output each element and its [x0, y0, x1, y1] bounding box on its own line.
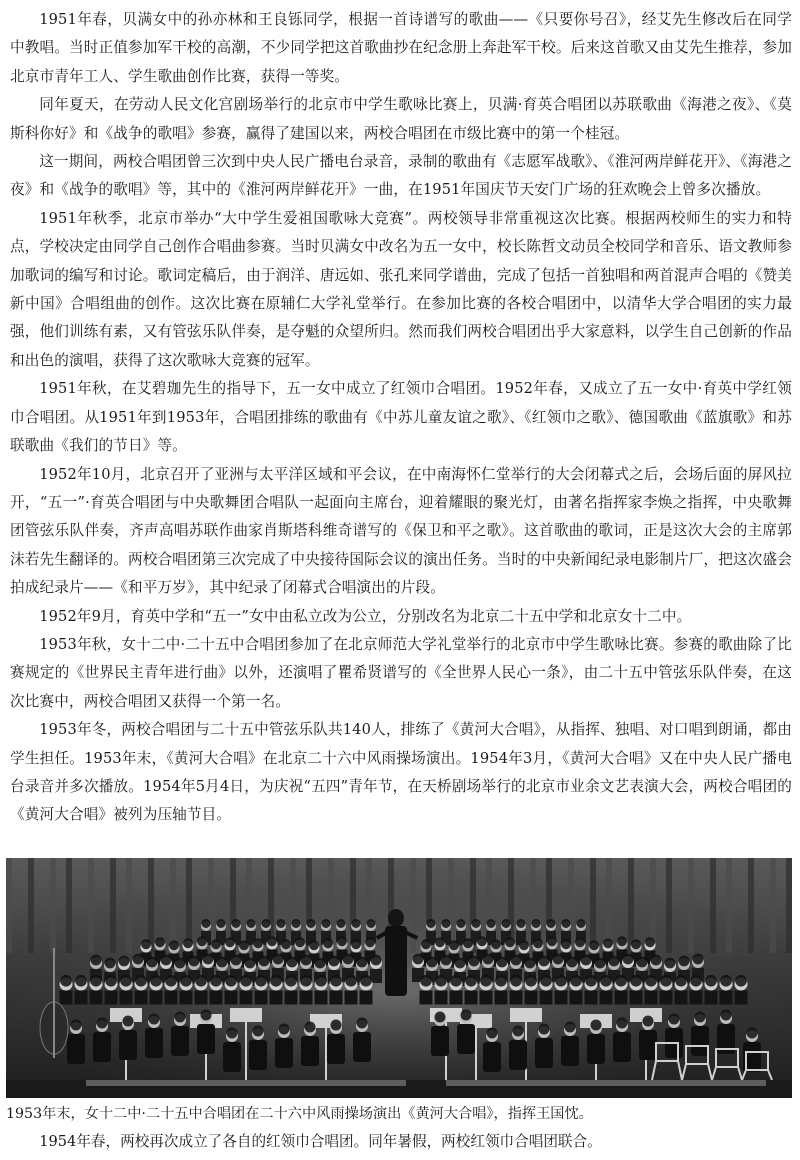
paragraph-2: 同年夏天，在劳动人民文化宫剧场举行的北京市中学生歌咏比赛上，贝满·育英合唱团以苏联歌曲《海港之夜》、《莫斯科你好》和《战争的歌唱》参赛，赢得了建国以来，两校合唱团在市级比赛中的第一个桂冠。 [10, 96, 792, 142]
paragraph-7: 1952年9月，育英中学和“五一”女中由私立改为公立，分别改名为北京二十五中学和北京女十二中。 [39, 607, 692, 625]
paragraph-4: 1951年秋季，北京市举办“大中学生爱祖国歌咏大竞赛”。两校领导非常重视这次比赛。根据两校师生的实力和特点，学校决定由同学自己创作合唱曲参赛。当时贝满女中改名为五一女中，校长陈哲文动员全校同学和音乐、语文教师参加歌词的编写和讨论。歌词定稿后，由于润洋、唐远如、张孔来同学谱曲，完成了包括一首独唱和两首混声合唱的《赞美新中国》合唱组曲的创作。这次比赛在原辅仁大学礼堂举行。在参加比赛的各校合唱团中，以清华大学合唱团的实力最强，他们训练有素，又有管弦乐队伴奏，是夺魁的众望所归。然而我们两校合唱团出乎大家意料，以学生自己创新的作品和出色的演唱，获得了这次歌咏大竞赛的冠军。 [10, 209, 792, 369]
paragraph-3: 这一期间，两校合唱团曾三次到中央人民广播电台录音，录制的歌曲有《志愿军战歌》、《淮河两岸鲜花开》、《海港之夜》和《战争的歌唱》等，其中的《淮河两岸鲜花开》一曲，在1951年国庆节天安门广场的狂欢晚会上曾多次播放。 [10, 153, 792, 199]
paragraph-8: 1953年秋，女十二中·二十五中合唱团参加了在北京师范大学礼堂举行的北京市中学生歌咏比赛。参赛的歌曲除了比赛规定的《世界民主青年进行曲》以外，还演唱了瞿希贤谱写的《全世界人民心一条》，由二十五中管弦乐队伴奏，在这次比赛中，两校合唱团又获得一个第一名。 [10, 635, 792, 710]
article-body [10, 6, 792, 830]
stage-edge-right [446, 1080, 766, 1086]
final-paragraph: 1954年春，两校再次成立了各自的红领巾合唱团。同年暑假，两校红领巾合唱团联合。 [39, 1133, 602, 1150]
choir-performance-photo [6, 858, 792, 1098]
paragraph-9: 1953年冬，两校合唱团与二十五中管弦乐队共140人，排练了《黄河大合唱》，从指挥、独唱、对口唱到朗诵，都由学生担任。1953年末，《黄河大合唱》在北京二十六中风雨操场演出。1954年3月，《黄河大合唱》又在中央人民广播电台录音并多次播放。1954年5月4日，为庆祝“五四”青年节，在天桥剧场举行的北京市业余文艺表演大会，两校合唱团的《黄河大合唱》被列为压轴节目。 [10, 721, 792, 824]
photo-caption: 1953年末，女十二中·二十五中合唱团在二十六中风雨操场演出《黄河大合唱》，指挥王国忱。 [6, 1106, 593, 1122]
paragraph-5: 1951年秋，在艾碧珈先生的指导下，五一女中成立了红领巾合唱团。1952年春，又成立了五一女中·育英中学红领巾合唱团。从1951年到1953年，合唱团排练的歌曲有《中苏儿童友谊之歌》、《红领巾之歌》、德国歌曲《蓝旗歌》和苏联歌曲《我们的节日》等。 [10, 380, 792, 455]
photo-illustration [6, 858, 792, 1098]
paragraph-6: 1952年10月，北京召开了亚洲与太平洋区域和平会议，在中南海怀仁堂举行的大会闭幕式之后，会场后面的屏风拉开，“五一”·育英合唱团与中央歌舞团合唱队一起面向主席台，迎着耀眼的聚光灯，由著名指挥家李焕之指挥，中央歌舞团管弦乐队伴奏，齐声高唱苏联作曲家肖斯塔科维奇谱写的《保卫和平之歌》。这首歌曲的歌词，正是这次大会的主席郭沫若先生翻译的。两校合唱团第三次完成了中央接待国际会议的演出任务。当时的中央新闻纪录电影制片厂，把这次盛会拍成纪录片——《和平万岁》，其中纪录了闭幕式合唱演出的片段。 [10, 465, 792, 597]
paragraph-1: 1951年春，贝满女中的孙亦林和王良铄同学，根据一首诗谱写的歌曲——《只要你号召》，经艾先生修改后在同学中教唱。当时正值参加军干校的高潮，不少同学把这首歌曲抄在纪念册上奔赴军干校。后来这首歌又由艾先生推荐，参加北京市青年工人、学生歌曲创作比赛，获得一等奖。 [10, 11, 792, 85]
stage-edge-left [86, 1080, 406, 1086]
